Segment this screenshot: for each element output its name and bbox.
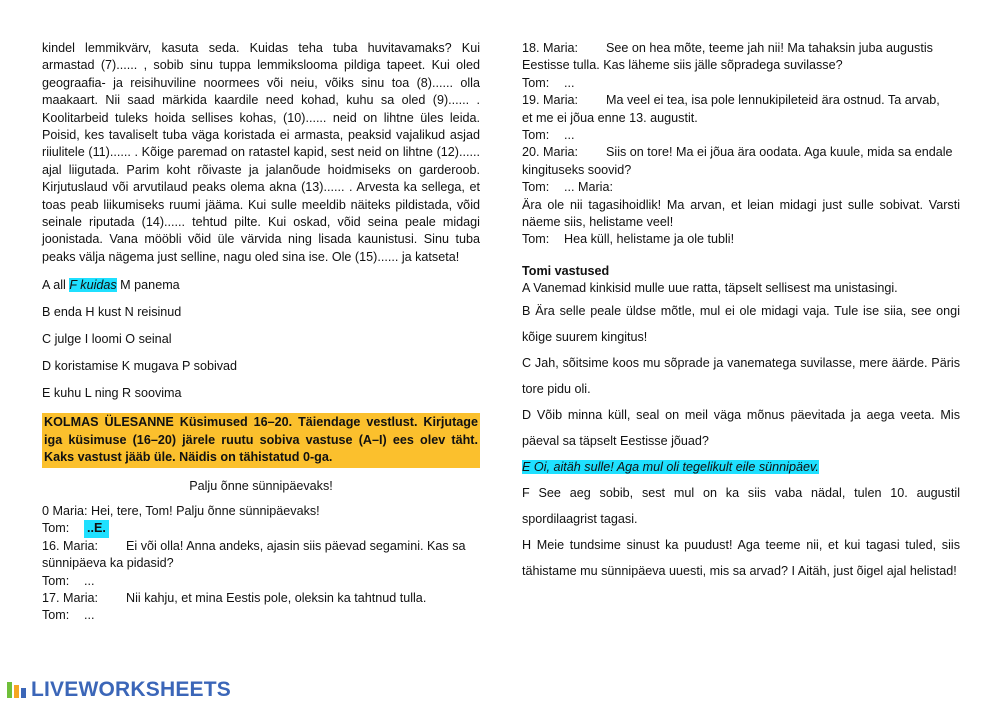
dialog-line-19-cont: et me ei jõua enne 13. augustit. [522,110,698,125]
tom-line-20: Tom: ... Maria: [522,180,613,195]
option-row-4: D koristamise K mugava P sobivad [42,359,238,374]
left-column [42,40,480,625]
answer-field-16[interactable]: ... [84,573,95,588]
dialog-line-20-cont: kingituseks soovid? [522,162,632,177]
task-instructions: KOLMAS ÜLESANNE Küsimused 16–20. Täiendage vestlust. Kirjutage iga küsimuse (16–20) järele ruutu sobiva vastuse (A–I) ees olev täht. Kaks vastust jääb üle. Näidis on tähistatud 0-ga. [42,413,480,467]
option-row-3: C julge I loomi O seinal [42,332,172,347]
highlighted-answer-e: E Oi, aitäh sulle! Aga mul oli tegelikult eile sünnipäev. [522,459,819,474]
tom-line-16: Tom: ... [42,573,95,588]
answer-a: A Vanemad kinkisid mulle uue ratta, täpselt sellisest ma unistasingi. [522,281,898,296]
answer-h: H Meie tundsime sinust ka puudust! Aga teeme nii, et kui tagasi tuled, siis tähistame mu sünnipäeva uuesti, mis sa arvad? I Aitäh, just õigel ajal helistad! [522,537,960,578]
option-row-1: A all F kuidas M panema [42,278,180,293]
option-list [42,272,480,407]
tom-line-0: Tom: ..E. [42,520,480,537]
maria-final-line: Ära ole nii tagasihoidlik! Ma arvan, et leian midagi just sulle sobivat. Varsti näeme siis, helistame veel! [522,197,960,230]
answer-e [522,454,960,480]
answer-box-0[interactable]: ..E. [84,520,109,537]
highlighted-option-f: F kuidas [69,278,117,293]
answer-field-17[interactable]: ... [84,608,95,623]
dialog-line-0: 0 Maria: Hei, tere, Tom! Palju õnne sünnipäevaks! [42,503,320,518]
answer-field-20[interactable]: ... Maria: [564,180,613,195]
right-column [522,40,960,584]
option-row-5: E kuhu L ning R soovima [42,386,182,401]
answer-d: D Võib minna küll, seal on meil väga mõnus päevitada ja aega veeta. Mis päeval sa täpselt Eestisse jõuad? [522,407,960,448]
tom-line-18: Tom: ... [522,75,575,90]
reading-paragraph: kindel lemmikvärv, kasuta seda. Kuidas teha tuba huvitavamaks? Kui armastad (7)...... , sobib sinu tuppa lemmikslooma pildiga tapeet. Kui oled geograafia- ja reisihuviline noormees või neiu, võiks sinu toa (8)...... olla maakaart. Nii saad märkida kaardile need kohad, kuhu sa oled (9)...... . Koolitarbeid tuleks hoida sellises kohas, (10)...... neid on lihtne üles leida. Poisid, kes tavaliselt tuba väga koristada ei armasta, peaksid vajalikud asjad riiulitele (11)...... . Kõige paremad on ratastel kapid, sest neid on lihtne (12)...... ajal liigutada. Parim koht rõivaste ja jalanõude hoidmiseks on garderoob. Kirjutuslaud või arvutilaud peaks olema akna (13)...... . Arvesta ka sellega, et toas peab liikumiseks ruumi jääma. Kui sulle meeldib näiteks pildistada, võid seinale riputada (14)...... tehtud pilte. Kui oskad, võid seina peale midagi joonistada. Vana mööbli võid üle värvida ning lisada kaunistusi. Sinu tuba peaks välja nägema just selline, nagu oled sina ise. Ole (15)...... ja katseta! [42,41,480,264]
dialog-line-17: 17. Maria: Nii kahju, et mina Eestis pole, oleksin ka tahtnud tulla. [42,590,427,605]
dialog-title: Palju õnne sünnipäevaks! [189,478,333,493]
logo-mark-icon [6,679,28,701]
tom-final-line: Tom: Hea küll, helistame ja ole tubli! [522,232,735,247]
tom-line-19: Tom: ... [522,128,575,143]
dialog-line-20: 20. Maria: Siis on tore! Ma ei jõua ära oodata. Aga kuule, mida sa endale [522,145,953,160]
liveworksheets-logo-icon [6,679,28,701]
answer-b: B Ära selle peale üldse mõtle, mul ei ole midagi vaja. Tule ise siia, see ongi kõige suurem kingitus! [522,303,960,344]
answer-field-18[interactable]: ... [564,75,575,90]
logo-text: LIVEWORKSHEETS [31,678,231,701]
answer-f: F See aeg sobib, sest mul on ka siis vaba nädal, tulen 10. augustil spordilaagrist tagasi. [522,485,960,526]
dialog-line-18: 18. Maria: See on hea mõte, teeme jah nii! Ma tahaksin juba augustis [522,41,933,55]
option-row-2: B enda H kust N reisinud [42,305,182,320]
dialog-line-16-cont: sünnipäeva ka pidasid? [42,556,174,571]
answer-c: C Jah, sõitsime koos mu sõprade ja vanematega suvilasse, mere äärde. Päris tore pidu oli. [522,355,960,396]
dialog-line-18-cont: Eestisse tulla. Kas läheme siis jälle sõpradega suvilasse? [522,58,843,73]
tom-line-17: Tom: ... [42,608,95,623]
answer-field-19[interactable]: ... [564,128,575,143]
answers-heading: Tomi vastused [522,263,610,278]
dialog-line-19: 19. Maria: Ma veel ei tea, isa pole lennukipileteid ära ostnud. Ta arvab, [522,93,940,108]
dialog-line-16: 16. Maria: Ei või olla! Anna andeks, ajasin siis päevad segamini. Kas sa [42,538,466,553]
liveworksheets-logo [6,677,231,703]
